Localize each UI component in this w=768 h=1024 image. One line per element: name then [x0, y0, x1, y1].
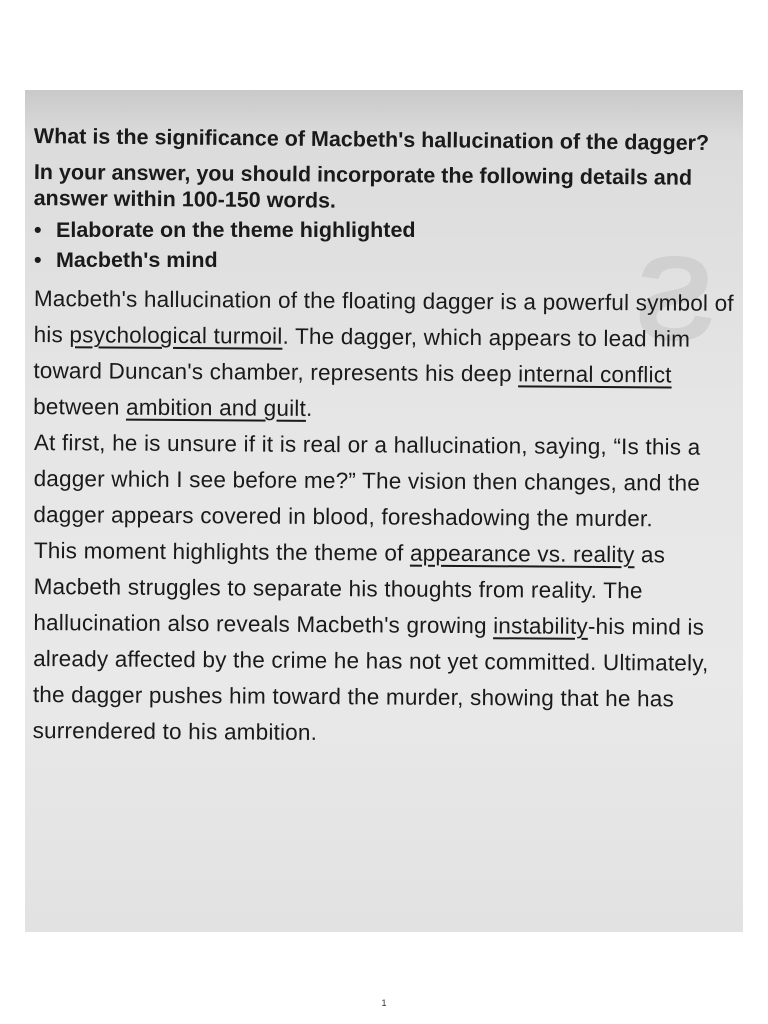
paragraph-text: This moment highlights the theme of [33, 537, 411, 566]
instruction-text: In your answer, you should incorporate the following details and answer within 100-150 words. [33, 159, 693, 213]
underlined-phrase: instability [493, 613, 588, 639]
paragraph-text: -his mind is already affected by the crime he has not yet committed. Ultimately, the dagger pushes him toward the murder, showing that he has surrendered to his ambition. [32, 613, 709, 745]
answer-paragraph-3 [32, 533, 733, 754]
bleed-through-mark: S [635, 232, 716, 366]
underlined-phrase: ambition and guilt [125, 394, 307, 421]
underlined-phrase: appearance vs. reality [409, 540, 635, 568]
bullet-item: • Elaborate on the theme highlighted [34, 215, 734, 245]
worksheet-content [34, 124, 734, 749]
answer-paragraph-2 [33, 425, 734, 538]
answer-paragraph-1 [33, 281, 734, 430]
page-number: 1 [381, 998, 387, 1008]
paragraph-text: At first, he is unsure if it is real or a hallucination, saying, “Is this a dagger which I see before me?” The vision then changes, and the dagger appears covered in blood, foreshadowing the murder. [33, 429, 701, 532]
paragraph-text: . The dagger, which appears to lead him toward Duncan's chamber, represents his deep [33, 323, 691, 387]
paragraph-text: Macbeth's hallucination of the floating dagger is a powerful symbol of his [33, 285, 734, 348]
underlined-phrase: psychological turmoil [69, 322, 283, 349]
underlined-phrase: internal conflict [518, 361, 672, 388]
paragraph-text: as Macbeth struggles to separate his thoughts from reality. The hallucination also reveals Macbeth's growing [33, 542, 666, 639]
paragraph-text: . [305, 395, 313, 421]
page-photo [25, 90, 743, 932]
bullet-item: • Macbeth's mind [34, 245, 734, 275]
bullet-list [34, 215, 734, 275]
question-heading: What is the significance of Macbeth's hallucination of the dagger? [33, 124, 710, 156]
paragraph-text: between [33, 393, 127, 420]
